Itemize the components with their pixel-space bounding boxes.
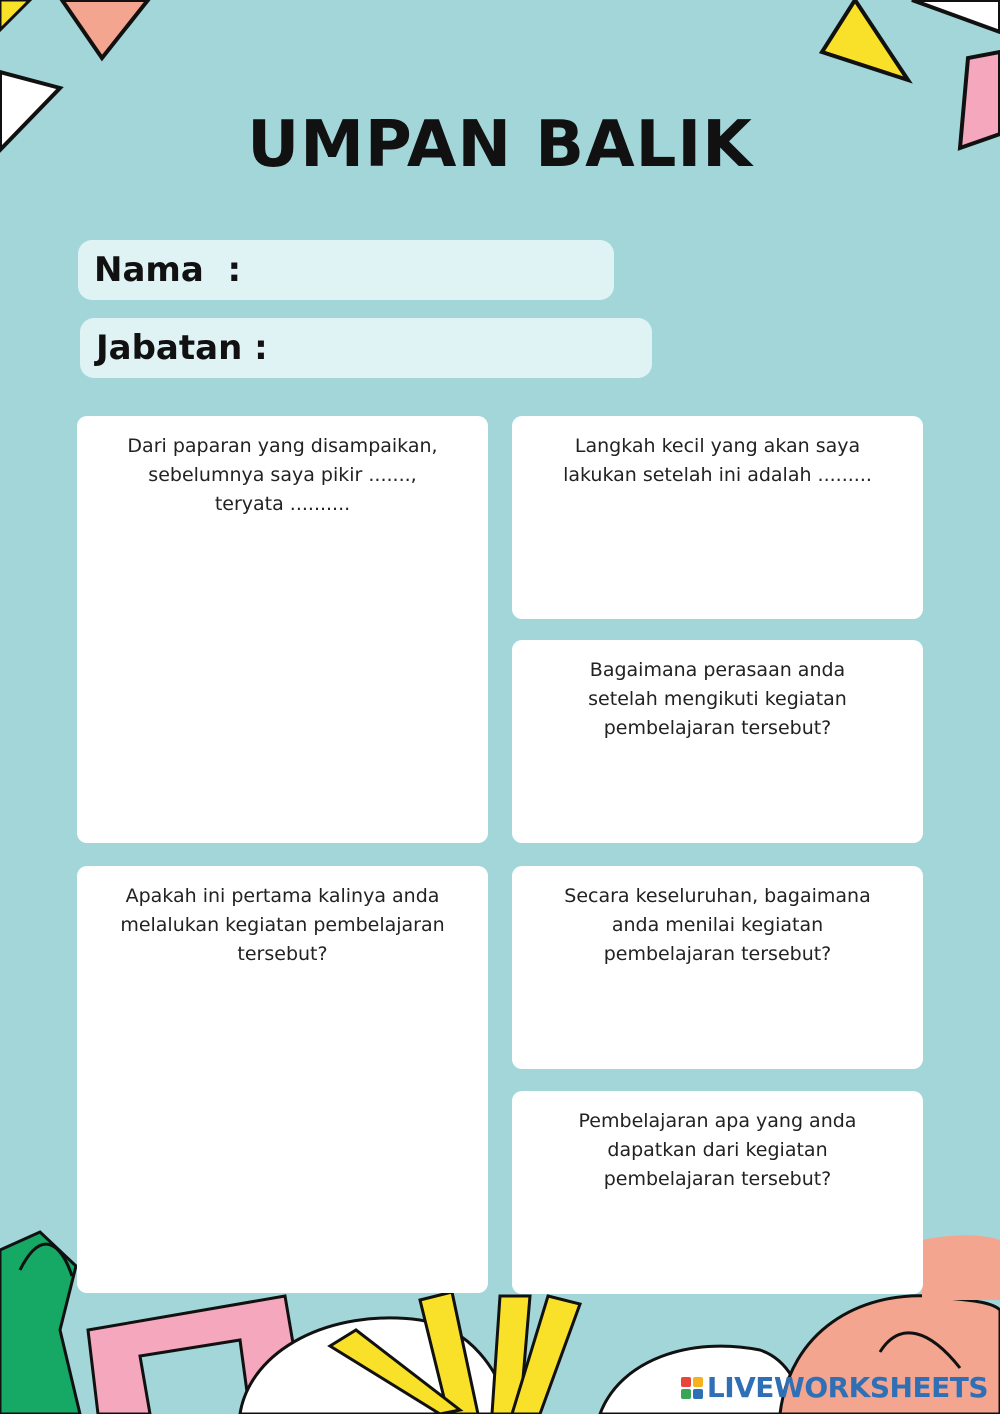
card-prompt: Bagaimana perasaan anda setelah mengikuti kegiatan pembelajaran tersebut?: [588, 659, 847, 739]
card-prompt: Dari paparan yang disampaikan, sebelumnya saya pikir ......., teryata ..........: [127, 435, 438, 515]
position-label: Jabatan :: [96, 328, 268, 368]
white-triangle-top-right: [912, 0, 1000, 32]
liveworksheets-watermark: [681, 1371, 988, 1404]
card-answer-input[interactable]: [552, 1204, 883, 1284]
card-answer-input[interactable]: [552, 500, 883, 610]
yellow-triangle-top-left: [0, 0, 30, 30]
card-answer-input[interactable]: [117, 529, 448, 829]
page-title: UMPAN BALIK: [247, 108, 753, 182]
card-prompt: Langkah kecil yang akan saya lakukan setelah ini adalah .........: [563, 435, 872, 486]
name-input[interactable]: [241, 239, 614, 301]
card-overall-rating: [512, 866, 923, 1069]
card-prompt: Pembelajaran apa yang anda dapatkan dari kegiatan pembelajaran tersebut?: [578, 1110, 857, 1190]
card-feelings: [512, 640, 923, 843]
card-next-steps: [512, 416, 923, 619]
name-field: [78, 240, 614, 300]
position-input[interactable]: [268, 317, 652, 379]
yellow-triangle-top-right: [822, 0, 908, 80]
name-label: Nama :: [94, 250, 242, 290]
card-prior-thoughts: [77, 416, 488, 843]
card-answer-input[interactable]: [552, 979, 883, 1059]
salmon-shape-right: [922, 1235, 1000, 1300]
card-prompt: Secara keseluruhan, bagaimana anda menilai kegiatan pembelajaran tersebut?: [564, 885, 871, 965]
card-learning: [512, 1091, 923, 1294]
green-star-bottom-left: [0, 1232, 80, 1414]
card-first-time: [77, 866, 488, 1293]
position-field: [80, 318, 652, 378]
watermark-text: LIVEWORKSHEETS: [706, 1371, 988, 1404]
card-answer-input[interactable]: [552, 753, 883, 833]
liveworksheets-logo-icon: [681, 1377, 703, 1399]
card-prompt: Apakah ini pertama kalinya anda melalukan kegiatan pembelajaran tersebut?: [120, 885, 445, 965]
salmon-triangle-top-left: [62, 0, 148, 58]
card-answer-input[interactable]: [117, 979, 448, 1279]
